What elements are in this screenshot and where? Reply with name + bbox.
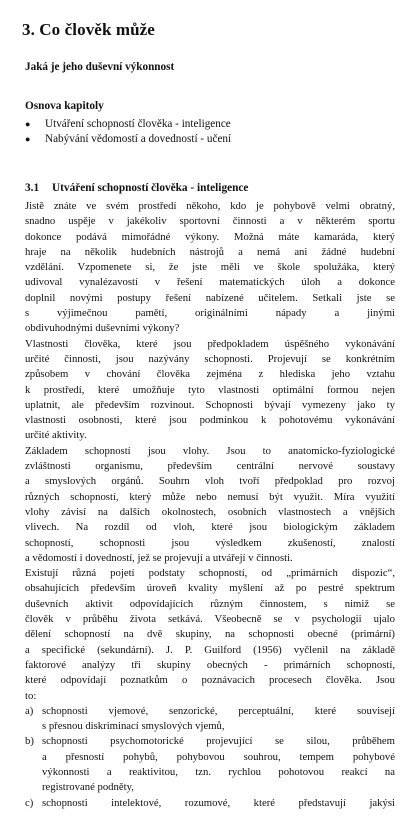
list-marker: c) — [25, 796, 34, 809]
body-line: Jistě znáte ve svém prostředí někoho, kdo je pohybově velmi obratný, — [25, 200, 395, 212]
outline-heading: Osnova kapitoly — [25, 100, 104, 112]
body-line: obsahujících především úroveň kvality myšlení až po pestré spektrum — [25, 582, 395, 595]
body-line: různých schopností, který může nebo nemusí být využit. Míra využití — [25, 490, 395, 503]
outline-item — [25, 117, 231, 132]
body-line: určité činnosti, jsou nazývány schopnosti. Projevují se konkrétním — [25, 352, 395, 365]
list-marker: a) — [25, 704, 34, 717]
list-item-line: a přesností pohybů, pohybovou souhrou, tempem pohybové — [42, 750, 395, 763]
list-item-line: schopnosti psychomotorické projevující se silou, průběhem — [42, 735, 395, 748]
body-line: vlastnosti osobnosti, které jsou podmínkou k pohotovému vykonávání — [25, 414, 395, 427]
body-line: hraje na několik hudebních nástrojů a nemá ani žádné hudební — [25, 245, 395, 258]
body-line: to: — [25, 689, 37, 702]
chapter-subtitle: Jaká je jeho duševní výkonnost — [25, 61, 175, 73]
list-marker: b) — [25, 735, 34, 748]
section-number: 3.1 — [25, 182, 40, 194]
body-line: způsobem v chování člověka zejména z hlediska jeho vztahu — [25, 368, 395, 381]
body-line: člověk v průběhu života setkává. Všeobecně se v psychologii ujalo — [25, 613, 395, 626]
body-line: zvláštnosti organismu, především centrální nervové soustavy — [25, 460, 395, 473]
body-line: Základem schopností jsou vlohy. Jsou to anatomicko-fyziologické — [25, 444, 395, 457]
list-item-line: schopnosti vjemové, senzorické, perceptuální, které souvisejí — [42, 704, 395, 717]
body-line: faktorové analýzy tři skupiny obecných - primárních schopností, — [25, 658, 395, 671]
body-line: vlivech. Na rozdíl od vloh, které jsou biologickým základem — [25, 521, 395, 534]
body-line: snadno uspěje v jakékoliv sportovní činnosti a v některém sportu — [25, 215, 395, 228]
list-item — [25, 734, 395, 795]
list-item — [25, 796, 395, 811]
body-line: uplatnit, ale především rozvinout. Schopnosti bývají vymezeny jako ty — [25, 398, 395, 411]
outline-item — [25, 132, 231, 147]
list-item-line: s přesnou diskriminací smyslových vjemů, — [42, 720, 225, 733]
body-text — [25, 199, 395, 811]
body-line: a smyslových orgánů. Souhrn vloh tvoří předpoklad pro rozvoj — [25, 475, 395, 488]
list-item-line: schopnosti intelektové, rozumové, které představují jakýsi — [42, 796, 395, 809]
body-line: a specifické (sekundární). J. P. Guilford (1956) vyčlenil na základě — [25, 643, 395, 656]
list-item — [25, 704, 395, 735]
body-line: které odpovídají poznatkům o poznávacích procesech člověka. Jsou — [25, 674, 395, 687]
section-title: Utváření schopností člověka - inteligence — [52, 182, 249, 194]
body-line: a vědomostí i dovedností, jež se projevují a utvářejí v činnosti. — [25, 551, 293, 564]
outline-item-label: Nabývání vědomostí a dovedností - učení — [45, 133, 232, 145]
outline-item-label: Utváření schopností člověka - inteligence — [45, 118, 231, 130]
body-line: doplnil novými postupy řešení nabízené učitelem. Setkali jste se — [25, 291, 395, 304]
body-line: určité aktivity. — [25, 429, 87, 442]
body-line: k prostředí, které umožňuje tyto vlastnosti optimální formou nejen — [25, 383, 395, 396]
list-item-line: registrované podněty, — [42, 781, 134, 794]
body-line: obdivuhodnými duševními výkony? — [25, 322, 180, 335]
body-line: Vlastnosti člověka, které jsou předpokladem úspěšného vykonávání — [25, 337, 395, 350]
body-line: dělení schopností na dvě skupiny, na schopnosti obecné (primární) — [25, 628, 395, 641]
body-line: vlohy závisí na dalších okolnostech, osobních vlastnostech a vnějších — [25, 505, 395, 518]
body-line: s výjimečnou pamětí, originálními nápady a jinými — [25, 307, 395, 320]
bullet-icon: ● — [25, 134, 31, 144]
body-line: duševních aktivit odpovídajících různým činnostem, s nimiž se — [25, 597, 395, 610]
chapter-title: 3. Co člověk může — [22, 20, 155, 39]
body-line: vzdělání. Vzpomenete si, že jste měli ve škole spolužáka, který — [25, 261, 395, 274]
body-line: dokonce podává mimořádné výkony. Možná máte kamaráda, který — [25, 230, 395, 243]
section-heading — [25, 182, 248, 194]
body-line: Existují různá pojetí podstaty schopností, od „primárních dispozic“, — [25, 567, 395, 580]
body-line: schopností, schopnosti jsou výsledkem zkušeností, znalostí — [25, 536, 395, 549]
body-line: udivoval vynalézavostí v řešení matematických úloh a dokonce — [25, 276, 395, 289]
list-item-line: výkonnosti a reaktivitou, tzn. rychlou pohotovou reakcí na — [42, 765, 395, 778]
bullet-icon: ● — [25, 119, 31, 129]
outline-list — [25, 117, 231, 147]
